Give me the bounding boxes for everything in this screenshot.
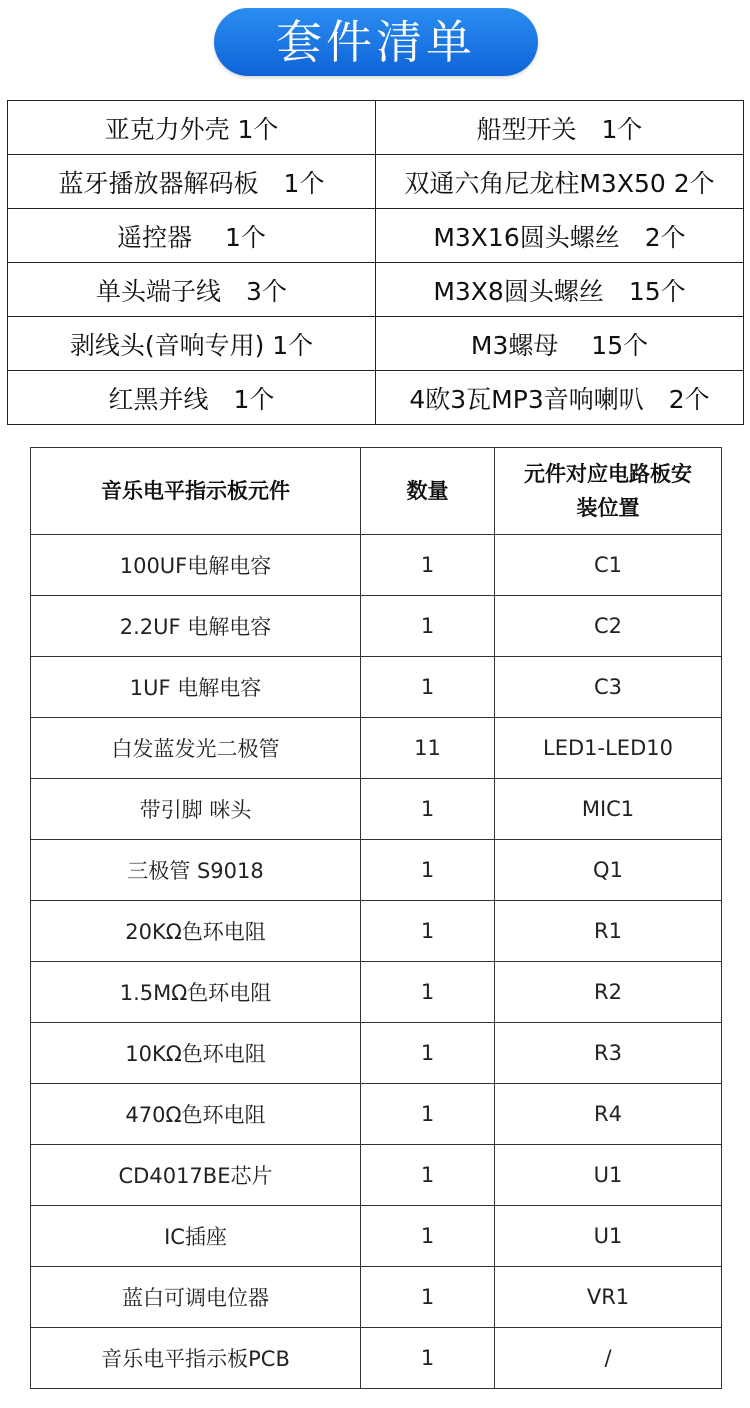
- component-cell: 2.2UF 电解电容: [31, 596, 361, 657]
- quantity-cell: 1: [361, 1023, 495, 1084]
- component-cell: 10KΩ色环电阻: [31, 1023, 361, 1084]
- table-row: [31, 1145, 722, 1206]
- quantity-cell: 11: [361, 718, 495, 779]
- parts-header-row: [31, 448, 722, 535]
- quantity-cell: 1: [361, 1145, 495, 1206]
- component-cell: CD4017BE芯片: [31, 1145, 361, 1206]
- table-row: [31, 657, 722, 718]
- position-cell: R1: [495, 901, 722, 962]
- page-title: 套件清单: [276, 15, 476, 69]
- component-cell: 蓝白可调电位器: [31, 1267, 361, 1328]
- position-cell: /: [495, 1328, 722, 1389]
- kit-row: [8, 371, 744, 425]
- component-cell: 100UF电解电容: [31, 535, 361, 596]
- component-cell: 音乐电平指示板PCB: [31, 1328, 361, 1389]
- kit-item: M3X8圆头螺丝 15个: [376, 263, 744, 317]
- quantity-cell: 1: [361, 1084, 495, 1145]
- kit-item: 红黑并线 1个: [8, 371, 376, 425]
- quantity-cell: 1: [361, 901, 495, 962]
- component-cell: 20KΩ色环电阻: [31, 901, 361, 962]
- kit-row: [8, 209, 744, 263]
- table-row: [31, 779, 722, 840]
- position-cell: R4: [495, 1084, 722, 1145]
- table-row: [31, 1084, 722, 1145]
- quantity-cell: 1: [361, 657, 495, 718]
- title-pill: [214, 8, 538, 76]
- component-cell: 带引脚 咪头: [31, 779, 361, 840]
- kit-item: 单头端子线 3个: [8, 263, 376, 317]
- position-cell: C1: [495, 535, 722, 596]
- header-quantity: 数量: [361, 448, 495, 535]
- table-row: [31, 718, 722, 779]
- position-cell: U1: [495, 1145, 722, 1206]
- table-row: [31, 1328, 722, 1389]
- kit-item: 蓝牙播放器解码板 1个: [8, 155, 376, 209]
- kit-item: M3X16圆头螺丝 2个: [376, 209, 744, 263]
- position-cell: MIC1: [495, 779, 722, 840]
- position-cell: R2: [495, 962, 722, 1023]
- component-cell: 三极管 S9018: [31, 840, 361, 901]
- kit-row: [8, 101, 744, 155]
- table-row: [31, 596, 722, 657]
- kit-item: 船型开关 1个: [376, 101, 744, 155]
- position-cell: VR1: [495, 1267, 722, 1328]
- kit-row: [8, 263, 744, 317]
- component-cell: IC插座: [31, 1206, 361, 1267]
- header-position-text: 元件对应电路板安装位置: [524, 462, 692, 520]
- header-position: [495, 448, 722, 535]
- title-banner: [0, 0, 750, 90]
- quantity-cell: 1: [361, 962, 495, 1023]
- kit-item: 亚克力外壳 1个: [8, 101, 376, 155]
- kit-list-table: [7, 100, 744, 425]
- table-row: [31, 535, 722, 596]
- quantity-cell: 1: [361, 779, 495, 840]
- quantity-cell: 1: [361, 1206, 495, 1267]
- position-cell: Q1: [495, 840, 722, 901]
- quantity-cell: 1: [361, 596, 495, 657]
- kit-item: 双通六角尼龙柱M3X50 2个: [376, 155, 744, 209]
- table-row: [31, 1206, 722, 1267]
- table-row: [31, 1267, 722, 1328]
- component-cell: 白发蓝发光二极管: [31, 718, 361, 779]
- quantity-cell: 1: [361, 1328, 495, 1389]
- table-row: [31, 962, 722, 1023]
- kit-item: 4欧3瓦MP3音响喇叭 2个: [376, 371, 744, 425]
- position-cell: C3: [495, 657, 722, 718]
- table-row: [31, 901, 722, 962]
- table-row: [31, 1023, 722, 1084]
- kit-item: 剥线头(音响专用) 1个: [8, 317, 376, 371]
- component-cell: 470Ω色环电阻: [31, 1084, 361, 1145]
- quantity-cell: 1: [361, 1267, 495, 1328]
- position-cell: R3: [495, 1023, 722, 1084]
- position-cell: LED1-LED10: [495, 718, 722, 779]
- kit-row: [8, 155, 744, 209]
- component-cell: 1UF 电解电容: [31, 657, 361, 718]
- quantity-cell: 1: [361, 535, 495, 596]
- quantity-cell: 1: [361, 840, 495, 901]
- parts-table: [30, 447, 722, 1389]
- table-row: [31, 840, 722, 901]
- position-cell: U1: [495, 1206, 722, 1267]
- kit-row: [8, 317, 744, 371]
- component-cell: 1.5MΩ色环电阻: [31, 962, 361, 1023]
- header-component: 音乐电平指示板元件: [31, 448, 361, 535]
- position-cell: C2: [495, 596, 722, 657]
- kit-item: M3螺母 15个: [376, 317, 744, 371]
- kit-item: 遥控器 1个: [8, 209, 376, 263]
